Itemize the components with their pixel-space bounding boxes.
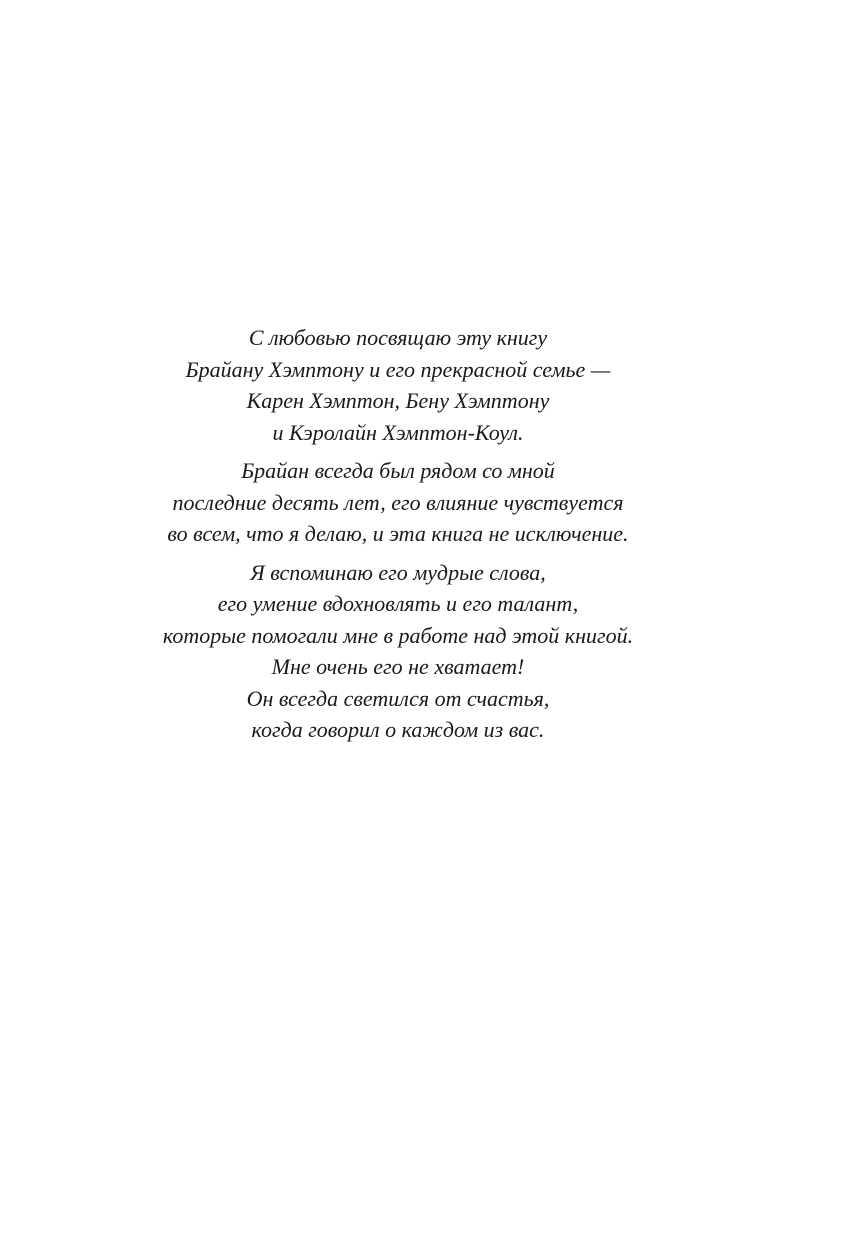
dedication-line: Я вспоминаю его мудрые слова, [250,559,546,585]
dedication-line: Брайану Хэмптону и его прекрасной семье — [185,356,611,382]
dedication-stanza-3 [0,557,796,746]
dedication-line: последние десять лет, его влияние чувствуется [172,489,624,515]
dedication-stanza-2 [0,455,796,550]
dedication-line: и Кэролайн Хэмптон-Коул. [272,419,524,445]
dedication-line: которые помогали мне в работе над этой книгой. [162,622,634,648]
dedication-line: Он всегда светился от счастья, [246,685,550,711]
dedication-line: во всем, что я делаю, и эта книга не исключение. [167,521,629,546]
dedication-line: С любовью посвящаю эту книгу [248,325,548,350]
dedication-stanza-1 [0,322,796,448]
dedication-line: когда говорил о каждом из вас. [251,717,545,742]
dedication-line: его умение вдохновлять и его талант, [217,591,579,616]
dedication-line: Брайан всегда был рядом со мной [241,458,555,483]
dedication-text [0,322,796,746]
dedication-line: Мне очень его не хватает! [271,654,525,679]
dedication-line: Карен Хэмптон, Бену Хэмптону [246,388,550,413]
